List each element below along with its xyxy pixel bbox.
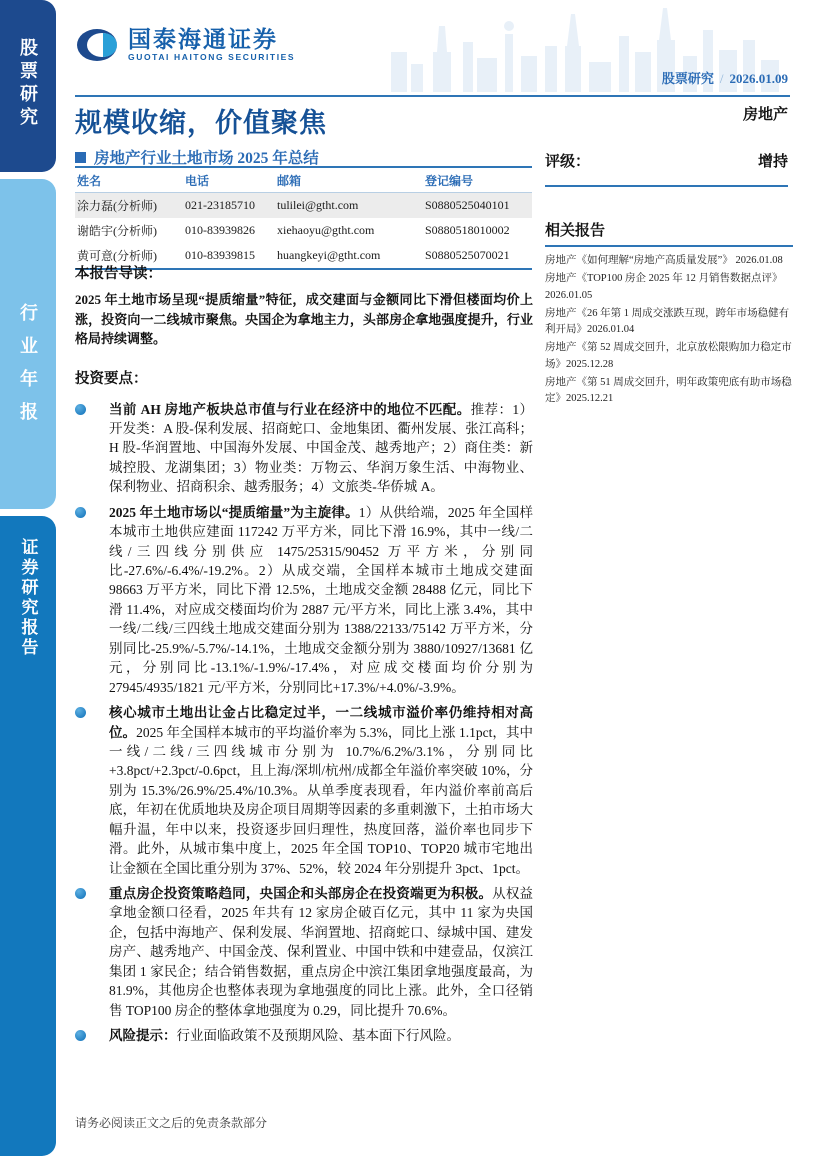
analyst-email: tulilei@gtht.com — [275, 193, 423, 219]
analyst-name: 黄可意(分析师) — [77, 249, 157, 263]
bullet-icon — [75, 884, 99, 1020]
analyst-license: S0880525070021 — [425, 248, 510, 262]
bullet-icon — [75, 1026, 99, 1045]
list-item — [75, 1026, 533, 1045]
analyst-name: 涂力磊(分析师) — [75, 193, 183, 219]
list-item — [75, 703, 533, 878]
bullet-lead: 风险提示： — [109, 1028, 177, 1044]
logo-eye-icon — [76, 26, 120, 64]
square-bullet-icon — [75, 152, 86, 163]
table-row — [75, 193, 532, 219]
analyst-license: S0880518010002 — [425, 223, 510, 237]
bullet-text — [99, 884, 533, 1020]
page-subtitle — [75, 146, 319, 168]
related-report-item[interactable]: 房地产《第 51 周成交回升，明年政策兜底有助市场稳定》2025.12.21 — [545, 376, 792, 405]
col-header-license: 登记编号 — [423, 167, 532, 193]
footer-disclaimer: 请务必阅读正文之后的免责条款部分 — [75, 1116, 268, 1130]
analyst-name: 谢皓宇(分析师) — [77, 224, 157, 238]
bullet-text — [99, 703, 533, 878]
rating-label: 评级： — [545, 154, 591, 170]
bullet-lead: 核心城市土地出让金占比稳定过半，一二线城市溢价率仍维持相对高位。 — [109, 705, 533, 740]
page-title: 规模收缩，价值聚焦 — [75, 108, 327, 138]
header-date: 2026.01.09 — [729, 71, 788, 86]
analyst-email: huangkeyi@gtht.com — [277, 248, 381, 262]
rating-row — [545, 150, 788, 171]
analyst-table — [75, 166, 532, 270]
page-subtitle-text: 房地产行业土地市场 2025 年总结 — [94, 150, 319, 167]
analyst-phone: 010-83939826 — [185, 223, 255, 237]
analyst-phone: 021-23185710 — [183, 193, 275, 219]
header-divider — [75, 95, 790, 97]
analyst-table-header-row — [75, 167, 532, 193]
header-separator: / — [719, 71, 724, 86]
bullet-body: 从权益拿地金额口径看，2025 年共有 12 家房企破百亿元，其中 11 家为央国企，包括中海地产、保利发展、华润置地、招商蛇口、绿城中国、建发房产、越秀地产、中国金茂、保利置业、中国中铁和中建壹品，仅滨江集团 1 家民企；结合销售数据，重点房企中滨江集团拿地强度最高，为 81.9%，其他房企也整体表现为拿地强度的同比上涨。此外，全口径销售 TOP100 房企的整体拿地强度为 0.29，同比提升 70.6%。 — [109, 886, 534, 1018]
bullet-text — [99, 400, 533, 497]
rating-value: 增持 — [757, 154, 788, 170]
bullet-text — [99, 503, 533, 697]
sidebar-label-industry-annual: 行业年报 — [18, 303, 38, 435]
analyst-email: xiehaoyu@gtht.com — [277, 223, 375, 237]
bullet-body: 2025 年全国样本城市的平均溢价率为 5.3%，同比上涨 1.1pct，其中一线/二线/三四线城市分别为 10.7%/6.2%/3.1%，分别同比+3.8pct/+2.3pct/-0.6pct，且上海/深圳/杭州/成都全年溢价率突破 10%，分别为 15.3%/26.9%/25.4%/10.3%。从单季度表现看，年内溢价率前高后底，年初在优质地块及房企项目周期等因素的多重刺激下，土拍市场大幅升温，年中以来，投资逐步回归理性，热度回落，溢价率也同步下滑。此外，从城市集中度上，2025 年全国 TOP10、TOP20 城市宅地出让金额在全国比重分别为 37%、52%，较 2024 年分别提升 3pct、1pct。 — [109, 724, 533, 876]
list-item — [75, 503, 533, 697]
col-header-phone: 电话 — [183, 167, 275, 193]
intro-text: 2025 年土地市场呈现“提质缩量”特征，成交建面与金额同比下滑但楼面均价上涨，投资向一二线城市聚焦。央国企为拿地主力，头部房企拿地强度提升，行业格局持续调整。 — [75, 292, 533, 346]
bullet-lead: 重点房企投资策略趋同，央国企和头部房企在投资端更为积极。 — [109, 886, 493, 901]
sidebar-segment-securities-report — [0, 516, 56, 1156]
sidebar-label-securities-report: 证券研究报告 — [18, 538, 38, 658]
analyst-phone: 010-83939815 — [185, 248, 255, 262]
sidebar-label-stock-research: 股票研究 — [18, 38, 38, 130]
bullet-body: 推荐：1）开发类：A 股-保利发展、招商蛇口、金地集团、衢州发展、张江高科；H 股-华润置地、中国海外发展、中国金茂、越秀地产；2）商住类：新城控股、龙湖集团；3）物业类：万物云、华润万象生活、中海物业、保利物业、招商积余、越秀服务；4）文旅类-华侨城 A。 — [109, 401, 534, 495]
related-report-item[interactable]: 房地产《26 年第 1 周成交涨跌互现，跨年市场稳健有利开局》2026.01.04 — [545, 307, 790, 336]
logo-text — [128, 28, 295, 62]
bullet-body: 行业面临政策不及预期风险、基本面下行风险。 — [176, 1028, 460, 1044]
col-header-name: 姓名 — [75, 167, 183, 193]
related-report-item[interactable]: 房地产《TOP100 房企 2025 年 12 月销售数据点评》2026.01.05 — [545, 273, 783, 301]
related-report-item[interactable]: 房地产《如何理解“房地产高质量发展”》 2026.01.08 — [545, 255, 783, 266]
bullet-icon — [75, 503, 99, 697]
list-item — [75, 400, 533, 497]
logo-name-cn: 国泰海通证券 — [128, 26, 278, 52]
company-logo — [76, 26, 295, 64]
list-item — [75, 884, 533, 1020]
related-report-item[interactable]: 房地产《第 52 周成交回升，北京放松限购加力稳定市场》2025.12.28 — [545, 342, 792, 370]
bullet-lead: 2025 年土地市场以“提质缩量”为主旋律。 — [109, 504, 359, 520]
sidebar-segment-stock-research — [0, 0, 56, 172]
report-body — [75, 262, 533, 1052]
bullet-lead: 当前 AH 房地产板块总市值与行业在经济中的地位不匹配。 — [109, 401, 471, 417]
bullet-body: 1）从供给端，2025 年全国样本城市土地供应建面 117242 万平方米，同比下滑 16.9%，其中一线/二线/三四线分别供应 1475/25315/90452 万平方米，分别同比-27.6%/-6.4%/-19.2%。2）从成交端，全国样本城市土地成交建面 98663 万平方米，同比下滑 12.5%，土地成交金额 28488 亿元，同比下滑 11.4%，对应成交楼面均价为 2887 元/平方米，同比上涨 3.4%，其中一线/二线/三四线土地成交建面分别为 1388/22133/75142 万平方米，分别同比-25.9%/-5.7%/-14.1%，土地成交金额分别为 3880/10927/13681 亿元，分别同比-13.1%/-1.9%/-17.4%，对应成交楼面均价分别为 27945/4935/1821 元/平方米，分别同比+17.3%/+4.0%/-3.9%。 — [109, 504, 534, 695]
industry-label: 房地产 — [742, 107, 788, 123]
bullet-icon — [75, 400, 99, 497]
table-row — [75, 218, 532, 243]
analyst-license: S0880525040101 — [423, 193, 532, 219]
header-meta — [662, 68, 788, 87]
logo-name-en: GUOTAI HAITONG SECURITIES — [128, 52, 296, 63]
sidebar-segment-industry-annual — [0, 179, 56, 509]
bullet-text — [99, 1026, 533, 1045]
bullet-icon — [75, 703, 99, 878]
related-reports — [545, 219, 793, 409]
rating-divider — [545, 185, 788, 187]
intro-title: 本报告导读： — [75, 266, 162, 282]
related-reports-title: 相关报告 — [545, 219, 793, 247]
key-points-title: 投资要点： — [75, 370, 148, 387]
header-category: 股票研究 — [661, 71, 714, 86]
col-header-email: 邮箱 — [275, 167, 423, 193]
